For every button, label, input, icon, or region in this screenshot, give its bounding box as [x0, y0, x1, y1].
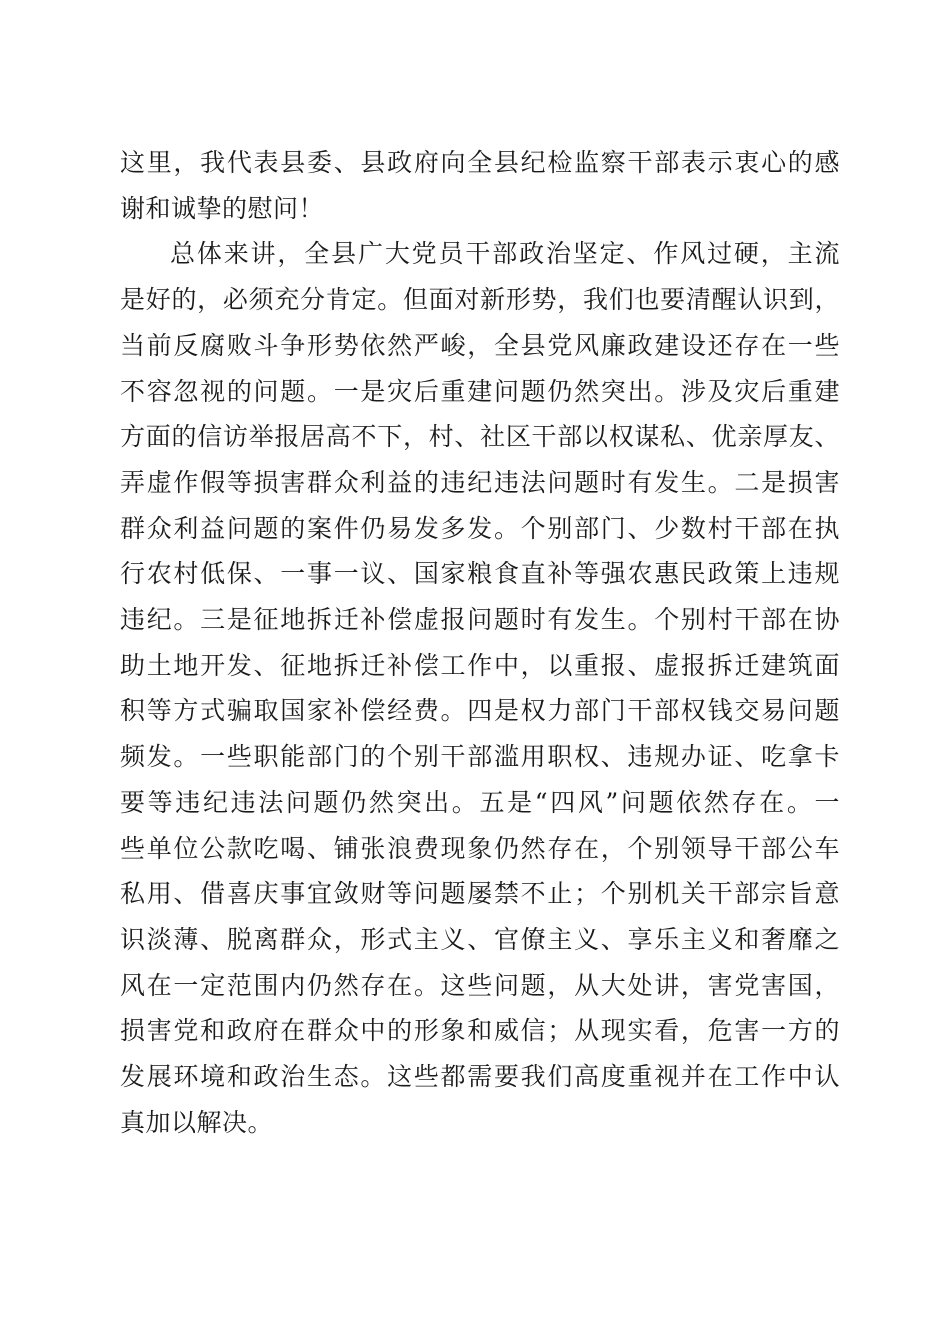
- paragraph-2-line-20: 真加以解决。: [120, 1107, 274, 1137]
- paragraph-2-line-16: 识淡薄、脱离群众，形式主义、官僚主义、享乐主义和奢靡之: [120, 924, 840, 954]
- paragraph-2-line-18: 损害党和政府在群众中的形象和威信；从现实看，危害一方的: [120, 1016, 840, 1046]
- paragraph-2-line-11: 积等方式骗取国家补偿经费。四是权力部门干部权钱交易问题: [120, 696, 840, 726]
- paragraph-2-line-15: 私用、借喜庆事宜敛财等问题屡禁不止；个别机关干部宗旨意: [120, 879, 840, 909]
- paragraph-2-line-5: 方面的信访举报居高不下，村、社区干部以权谋私、优亲厚友、: [120, 422, 840, 452]
- paragraph-2-line-17: 风在一定范围内仍然存在。这些问题，从大处讲，害党害国，: [120, 970, 840, 1000]
- paragraph-2-line-13: 要等违纪违法问题仍然突出。五是“四风”问题依然存在。一: [120, 787, 840, 817]
- paragraph-1-line-1: 这里，我代表县委、县政府向全县纪检监察干部表示衷心的感: [120, 148, 840, 177]
- paragraph-2-line-14: 些单位公款吃喝、铺张浪费现象仍然存在，个别领导干部公车: [120, 833, 840, 863]
- paragraph-2-line-8: 行农村低保、一事一议、国家粮食直补等强农惠民政策上违规: [120, 559, 840, 589]
- paragraph-2-line-12: 频发。一些职能部门的个别干部滥用职权、违规办证、吃拿卡: [120, 742, 840, 772]
- paragraph-2-line-2: 是好的，必须充分肯定。但面对新形势，我们也要清醒认识到，: [120, 285, 840, 315]
- paragraph-2-line-10: 助土地开发、征地拆迁补偿工作中，以重报、虚报拆迁建筑面: [120, 650, 840, 680]
- paragraph-2-line-19: 发展环境和政治生态。这些都需要我们高度重视并在工作中认: [120, 1062, 840, 1092]
- paragraph-2-line-4: 不容忽视的问题。一是灾后重建问题仍然突出。涉及灾后重建: [120, 376, 840, 406]
- paragraph-2-line-6: 弄虚作假等损害群众利益的违纪违法问题时有发生。二是损害: [120, 467, 840, 497]
- paragraph-2-line-7: 群众利益问题的案件仍易发多发。个别部门、少数村干部在执: [120, 513, 840, 543]
- paragraph-2-line-9: 违纪。三是征地拆迁补偿虚报问题时有发生。个别村干部在协: [120, 605, 840, 635]
- paragraph-1-line-2: 谢和诚挚的慰问！: [120, 193, 325, 223]
- paragraph-2-line-1: 总体来讲，全县广大党员干部政治坚定、作风过硬，主流: [170, 239, 840, 269]
- paragraph-2-line-3: 当前反腐败斗争形势依然严峻，全县党风廉政建设还存在一些: [120, 330, 840, 360]
- document-body: [120, 140, 840, 1145]
